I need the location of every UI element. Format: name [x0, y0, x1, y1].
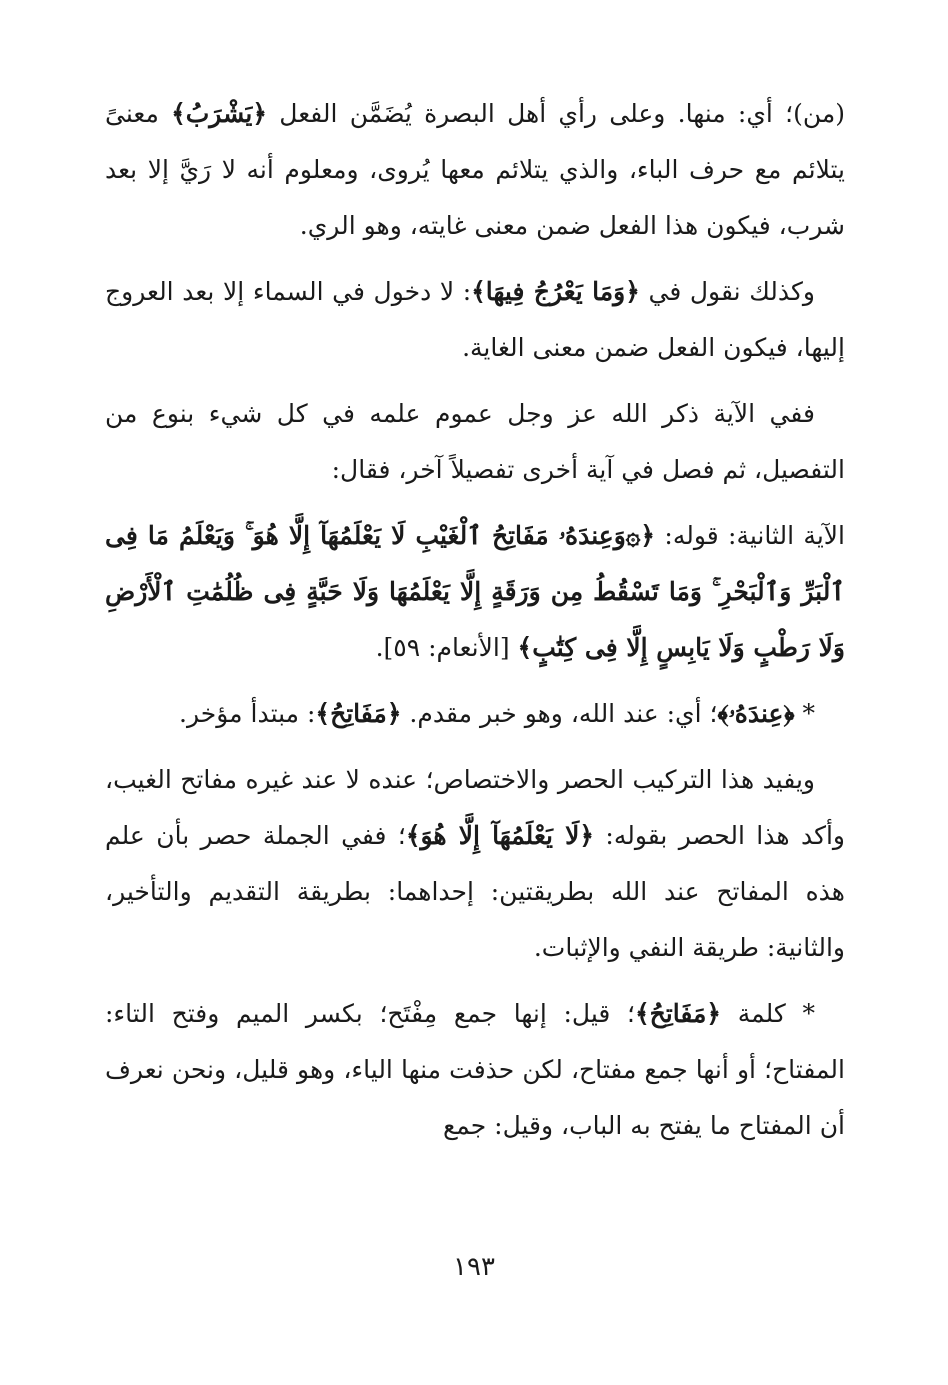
paragraph-text: معنىً يتلائم مع حرف الباء، والذي يتلائم معها يُروى، ومعلوم أنه لا رَيَّ إلا بعد شرب، فيكون هذا الفعل ضمن معنى غايته، وهو الري.	[105, 99, 845, 240]
paragraph-text: ؛ قيل: إنها جمع مِفْتَح؛ بكسر الميم وفتح التاء: المفتاح؛ أو أنها جمع مفتاح، لكن حذفت منها الياء، وهو قليل، ونحن نعرف أن المفتاح ما يفتح به الباب، وقيل: جمع	[105, 999, 845, 1140]
quran-quote: ﴿۞وَعِندَهُۥ مَفَاتِحُ ٱلْغَيْبِ لَا يَعْلَمُهَآ إِلَّا هُوَ ۚ وَيَعْلَمُ مَا فِى ٱلْبَرِّ وَٱلْبَحْرِ ۚ وَمَا تَسْقُطُ مِن وَرَقَةٍ إِلَّا يَعْلَمُهَا وَلَا حَبَّةٍ فِى ظُلُمَٰتِ ٱلْأَرْضِ وَلَا رَطْبٍ وَلَا يَابِسٍ إِلَّا فِى كِتَٰبٍ﴾	[105, 521, 845, 662]
quran-quote: ﴿وَمَا يَعْرُجُ فِيهَا﴾	[471, 277, 640, 306]
paragraph-text: ؛ ففي الجملة حصر بأن علم هذه المفاتح عند الله بطريقتين: إحداهما: بطريقة التقديم والتأخير، والثانية: طريقة النفي والإثبات.	[105, 821, 845, 962]
paragraph-p1	[105, 86, 845, 254]
page-body	[105, 86, 845, 1164]
paragraph-p2	[105, 264, 845, 376]
paragraph-text: ويفيد هذا التركيب الحصر والاختصاص؛ عنده لا عند غيره مفاتح الغيب، وأكد هذا الحصر بقوله:	[105, 765, 845, 850]
paragraph-text: الآية الثانية: قوله:	[655, 521, 845, 550]
paragraph-p7	[105, 986, 845, 1154]
paragraph-p3	[105, 386, 845, 498]
quran-quote: ﴿مَفَاتِحُ﴾	[635, 999, 722, 1028]
paragraph-text: وكذلك نقول في	[639, 277, 815, 306]
quran-quote: ﴿لَا يَعْلَمُهَآ إِلَّا هُوَ﴾	[405, 821, 595, 850]
paragraph-text: * كلمة	[721, 999, 815, 1028]
paragraph-text: (من)؛ أي: منها. وعلى رأي أهل البصرة يُضَمَّن الفعل	[267, 99, 845, 128]
page-number: ١٩٣	[453, 1252, 495, 1282]
paragraph-text: ؛ أي: عند الله، وهو خبر مقدم.	[401, 699, 718, 728]
paragraph-text: [الأنعام: ٥٩].	[375, 633, 518, 662]
paragraph-text: ففي الآية ذكر الله عز وجل عموم علمه في كل شيء بنوع من التفصيل، ثم فصل في آية أخرى تفصيلاً آخر، فقال:	[105, 399, 845, 484]
paragraph-text: : مبتدأ مؤخر.	[179, 699, 316, 728]
paragraph-text: : لا دخول في السماء إلا بعد العروج إليها، فيكون الفعل ضمن معنى الغاية.	[105, 277, 845, 362]
quran-quote: ﴿مَفَاتِحُ﴾	[315, 699, 402, 728]
quran-quote: ﴿عِندَهُۥ﴾	[717, 699, 795, 728]
paragraph-p6	[105, 752, 845, 976]
paragraph-p4	[105, 508, 845, 676]
paragraph-text: *	[794, 699, 815, 728]
paragraph-p5	[105, 686, 845, 742]
quran-quote: ﴿يَشْرَبُ﴾	[171, 99, 267, 128]
